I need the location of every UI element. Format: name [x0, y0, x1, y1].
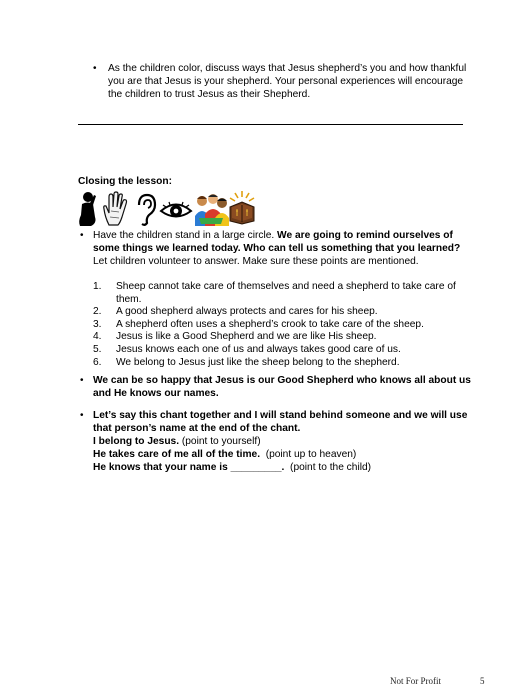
bullet-1-line-2: some things we learned today. Who can tell us something that you learned? [93, 243, 461, 254]
activity-icons [77, 189, 255, 229]
list-number: 3. [93, 318, 102, 330]
bullet-3-line-1: Let’s say this chant together and I will stand behind someone and we will use [93, 410, 468, 421]
bullet-2-line-1: We can be so happy that Jesus is our Good Shepherd who knows all about us [93, 375, 471, 386]
list-number: 4. [93, 331, 102, 343]
top-bullet-line-2: you are that Jesus is your shepherd. Your personal experiences will encourage [108, 76, 464, 87]
list-number: 1. [93, 281, 102, 292]
bullet-1-line-1 [93, 230, 453, 243]
list-text: Jesus is like a Good Shepherd and we are like His sheep. [116, 331, 377, 343]
bullet-1-line-3: Let children volunteer to answer. Make sure these points are mentioned. [93, 256, 419, 267]
bullet-marker: • [93, 63, 97, 74]
list-number: 6. [93, 356, 102, 368]
bullet-marker: • [80, 375, 84, 386]
bullet-1-intro: Have the children stand in a large circle. [93, 230, 278, 241]
chant-text: He takes care of me all of the time. [93, 449, 261, 460]
top-bullet-line-3: the children to trust Jesus as their Shepherd. [108, 89, 311, 100]
chant-line-2 [93, 449, 356, 462]
list-text: them. [116, 293, 142, 305]
list-number: 5. [93, 344, 102, 355]
horizontal-divider [78, 124, 463, 125]
points-list [93, 281, 493, 371]
bullet-1-bold-start: We are going to remind ourselves of [277, 230, 453, 241]
list-text: We belong to Jesus just like the sheep belong to the shepherd. [116, 356, 400, 368]
hand-icon [101, 191, 129, 227]
closing-heading: Closing the lesson: [78, 176, 172, 187]
chant-note: (point to yourself) [179, 436, 261, 447]
chant-line-1 [93, 436, 261, 449]
bullet-2-line-2: and He knows our names. [93, 388, 219, 399]
list-number: 2. [93, 306, 102, 318]
top-bullet-line-1: As the children color, discuss ways that Jesus shepherd’s you and how thankful [108, 63, 467, 74]
bible-icon [227, 189, 257, 225]
chant-text: I belong to Jesus. [93, 436, 180, 447]
chant-note: (point up to heaven) [260, 449, 357, 460]
page-number: 5 [480, 676, 485, 686]
bullet-marker: • [80, 410, 84, 421]
ear-icon [133, 193, 157, 227]
eye-icon [159, 200, 193, 222]
children-group-icon [193, 192, 229, 228]
list-text: A shepherd often uses a shepherd’s crook to take care of the sheep. [116, 318, 424, 330]
list-text: Sheep cannot take care of themselves and need a shepherd to take care of [116, 281, 456, 292]
list-text: Jesus knows each one of us and always takes good care of us. [116, 344, 401, 355]
chant-note: (point to the child) [284, 462, 372, 473]
footer-label: Not For Profit [390, 676, 442, 686]
bullet-marker: • [80, 230, 84, 241]
list-text: A good shepherd always protects and cares for his sheep. [116, 306, 378, 318]
praying-child-icon [77, 191, 99, 227]
bullet-3-line-2: that person’s name at the end of the chant. [93, 423, 301, 434]
chant-text: He knows that your name is _________. [93, 462, 285, 473]
chant-line-3 [93, 462, 371, 475]
